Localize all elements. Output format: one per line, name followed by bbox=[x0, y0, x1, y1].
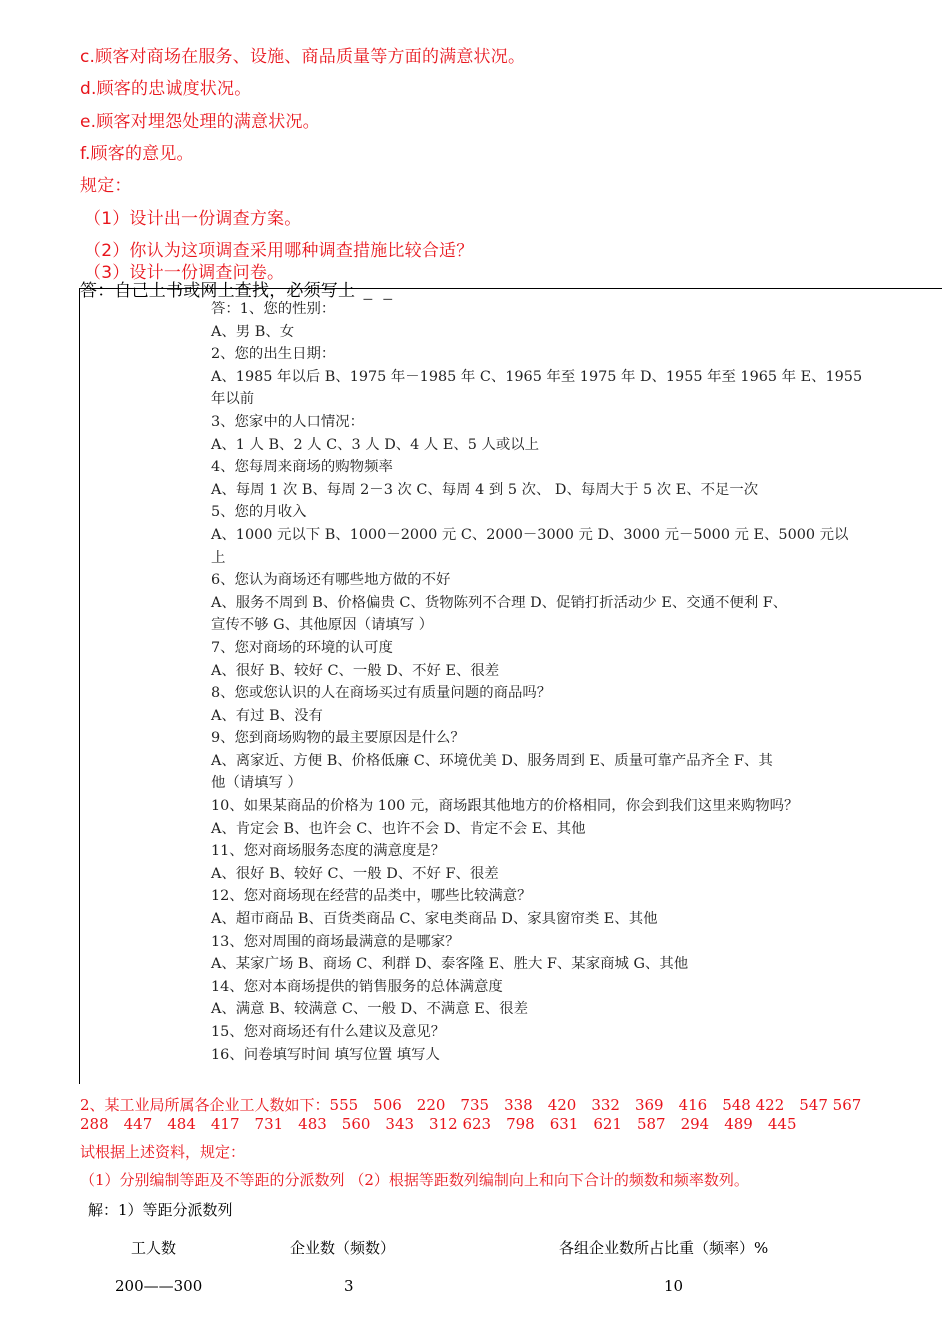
q-line: A、满意 B、较满意 C、一般 D、不满意 E、很差 bbox=[211, 1001, 528, 1018]
solution-label: 解：1）等距分派数列 bbox=[88, 1201, 233, 1219]
q-line: A、某家广场 B、商场 C、利群 D、泰客隆 E、胜大 F、某家商城 G、其他 bbox=[211, 956, 689, 973]
requirement-3: （3）设计一份调查问卷。 bbox=[84, 263, 285, 283]
q-line: 6、您认为商场还有哪些地方做的不好 bbox=[211, 572, 451, 589]
q-line: 年以前 bbox=[211, 391, 255, 408]
table-cell: 200——300 bbox=[115, 1277, 203, 1295]
problem2-line3: 试根据上述资料，规定： bbox=[80, 1143, 246, 1161]
q-line: 2、您的出生日期： bbox=[211, 346, 336, 363]
q-line: A、1000 元以下 B、1000－2000 元 C、2000－3000 元 D、3000 元－5000 元 E、5000 元以 bbox=[211, 526, 849, 543]
q-line: 3、您家中的人口情况： bbox=[211, 413, 365, 430]
requirement-1: （1）设计出一份调查方案。 bbox=[84, 209, 302, 229]
q-line: 4、您每周来商场的购物频率 bbox=[211, 459, 393, 476]
q-line: A、肯定会 B、也许会 C、也许不会 D、肯定不会 E、其他 bbox=[211, 820, 586, 837]
q-line: A、1 人 B、2 人 C、3 人 D、4 人 E、5 人或以上 bbox=[211, 436, 540, 453]
problem2-line1: 2、某工业局所属各企业工人数如下：555 506 220 735 338 420 332 369 416 548 422 547 567 bbox=[80, 1096, 862, 1114]
table-cell: 10 bbox=[664, 1277, 684, 1295]
q-line: 16、问卷填写时间 填写位置 填写人 bbox=[211, 1046, 440, 1063]
q-line: A、男 B、女 bbox=[211, 323, 295, 340]
q-line: 11、您对商场服务态度的满意度是？ bbox=[211, 843, 446, 860]
q-line: 9、您到商场购物的最主要原因是什么？ bbox=[211, 730, 465, 747]
q-line: 7、您对商场的环境的认可度 bbox=[211, 639, 393, 656]
item-e: e.顾客对埋怨处理的满意状况。 bbox=[80, 112, 320, 132]
q-line: 15、您对商场还有什么建议及意见？ bbox=[211, 1024, 446, 1040]
q-line: 宣传不够 G、其他原因（请填写 ） bbox=[211, 617, 434, 634]
q-line: A、1985 年以后 B、1975 年－1985 年 C、1965 年至 1975 年 D、1955 年至 1965 年 E、1955 bbox=[211, 368, 863, 385]
q-line: A、很好 B、较好 C、一般 D、不好 E、很差 bbox=[211, 662, 500, 679]
problem2-line2: 288 447 484 417 731 483 560 343 312 623 798 631 621 587 294 489 445 bbox=[80, 1115, 797, 1133]
table-header-frequency: 企业数（频数） bbox=[290, 1239, 396, 1257]
requirements-label: 规定： bbox=[80, 176, 132, 196]
q-line: A、服务不周到 B、价格偏贵 C、货物陈列不合理 D、促销打折活动少 E、交通不便利 F、 bbox=[211, 594, 788, 611]
q-line: 12、您对商场现在经营的品类中，哪些比较满意？ bbox=[211, 888, 532, 905]
table-header-workers: 工人数 bbox=[131, 1239, 177, 1257]
q-line: 他（请填写 ） bbox=[211, 775, 302, 792]
q-line: A、有过 B、没有 bbox=[211, 707, 323, 724]
questionnaire bbox=[211, 298, 863, 1089]
table-cell: 3 bbox=[344, 1277, 354, 1295]
q-line: 13、您对周围的商场最满意的是哪家？ bbox=[211, 933, 460, 950]
answer-header: 答：自己上书或网上查找，必须写上 _ _ bbox=[80, 281, 396, 301]
q-line: 答：1、您的性别： bbox=[211, 301, 336, 317]
requirement-2: （2）你认为这项调查采用哪种调查措施比较合适？ bbox=[84, 241, 474, 261]
answer-header-text: 答：自己上书或网上查找，必须写上 bbox=[80, 281, 356, 301]
q-line: A、很好 B、较好 C、一般 D、不好 F、很差 bbox=[211, 865, 499, 882]
item-c: c.顾客对商场在服务、设施、商品质量等方面的满意状况。 bbox=[80, 47, 526, 67]
item-d: d.顾客的忠诚度状况。 bbox=[80, 79, 252, 99]
q-line: 上 bbox=[211, 549, 226, 566]
q-line bbox=[211, 1066, 821, 1089]
q-line: 8、您或您认识的人在商场买过有质量问题的商品吗？ bbox=[211, 685, 552, 702]
q-line: A、离家近、方便 B、价格低廉 C、环境优美 D、服务周到 E、质量可靠产品齐全 F、其 bbox=[211, 752, 773, 769]
q-line: A、超市商品 B、百货类商品 C、家电类商品 D、家具窗帘类 E、其他 bbox=[211, 911, 658, 928]
q-line: 14、您对本商场提供的销售服务的总体满意度 bbox=[211, 978, 503, 995]
q-line: A、每周 1 次 B、每周 2－3 次 C、每周 4 到 5 次、 D、每周大于 5 次 E、不足一次 bbox=[211, 481, 759, 498]
problem2-line4: （1）分别编制等距及不等距的分派数列 （2）根据等距数列编制向上和向下合计的频数和频率数列。 bbox=[80, 1171, 749, 1189]
q-line: 10、如果某商品的价格为 100 元，商场跟其他地方的价格相同，你会到我们这里来购物吗？ bbox=[211, 798, 799, 815]
q-line: 5、您的月收入 bbox=[211, 504, 307, 521]
table-header-percent: 各组企业数所占比重（频率）% bbox=[559, 1239, 769, 1257]
item-f: f.顾客的意见。 bbox=[80, 144, 194, 164]
